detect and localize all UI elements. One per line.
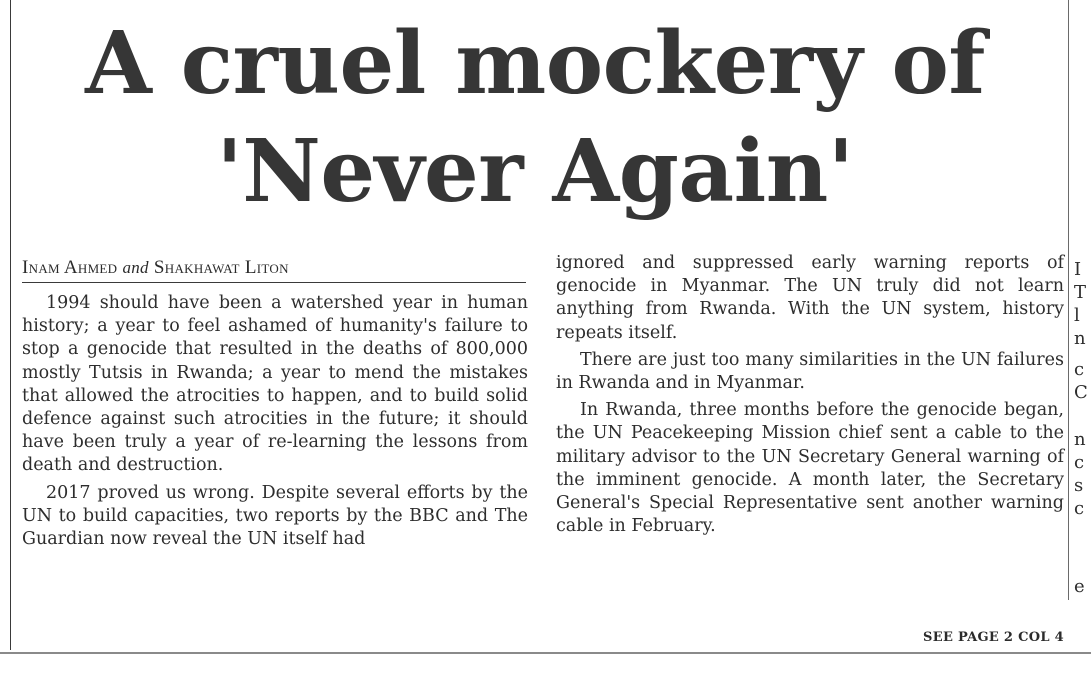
headline <box>30 10 1040 226</box>
neighbor-column-fragment: c <box>1074 359 1085 380</box>
article-column-1 <box>22 292 528 555</box>
byline-conjunction: and <box>122 258 149 277</box>
paragraph: 1994 should have been a watershed year in human history; a year to feel ashamed of humanity's failure to stop a genocide that resulted in the deaths of 800,000 mostly Tutsis in Rwanda; a year to mend the mistakes that allowed the atrocities to happen, and to build solid defence against such atrocities in the future; it should have been truly a year of re-learning the lessons from death and destruction. <box>22 293 528 476</box>
neighbor-column-fragment: s <box>1074 475 1084 496</box>
neighbor-column-fragment: c <box>1074 498 1085 519</box>
byline-author-2: Shakhawat Liton <box>153 257 289 278</box>
page-rule-bottom <box>0 652 1091 654</box>
neighbor-column-fragment: e <box>1074 576 1085 597</box>
neighbor-column-fragment: n <box>1074 328 1086 349</box>
article-column-2 <box>556 252 1064 542</box>
neighbor-column-fragment: C <box>1074 382 1088 403</box>
paragraph: There are just too many similarities in the UN failures in Rwanda and in Myanmar. <box>556 349 1064 394</box>
byline <box>22 256 526 283</box>
neighbor-column-fragment: I <box>1074 259 1082 280</box>
column-rule-right <box>1068 0 1069 600</box>
column-rule-left <box>10 0 11 650</box>
neighbor-column-fragment: n <box>1074 429 1086 450</box>
neighbor-column-fragment: T <box>1074 282 1087 303</box>
neighbor-column-fragment: l <box>1074 305 1080 326</box>
paragraph: 2017 proved us wrong. Despite several efforts by the UN to build capacities, two reports by the BBC and The Guardian now reveal the UN itself had <box>22 482 528 550</box>
continued-on-jump-line: SEE PAGE 2 COL 4 <box>923 630 1064 645</box>
byline-author-1: Inam Ahmed <box>22 257 118 278</box>
headline-line-2: 'Never Again' <box>216 121 854 222</box>
paragraph: ignored and suppressed early warning reports of genocide in Myanmar. The UN truly did not learn anything from Rwanda. With the UN system, history repeats itself. <box>556 253 1064 343</box>
paragraph: In Rwanda, three months before the genocide began, the UN Peacekeeping Mission chief sent a cable to the military advisor to the UN Secretary General warning of the imminent genocide. A month later, the Secretary General's Special Representative sent another warning cable in February. <box>556 400 1064 537</box>
headline-line-1: A cruel mockery of <box>85 13 985 114</box>
neighbor-column-fragment: c <box>1074 452 1085 473</box>
